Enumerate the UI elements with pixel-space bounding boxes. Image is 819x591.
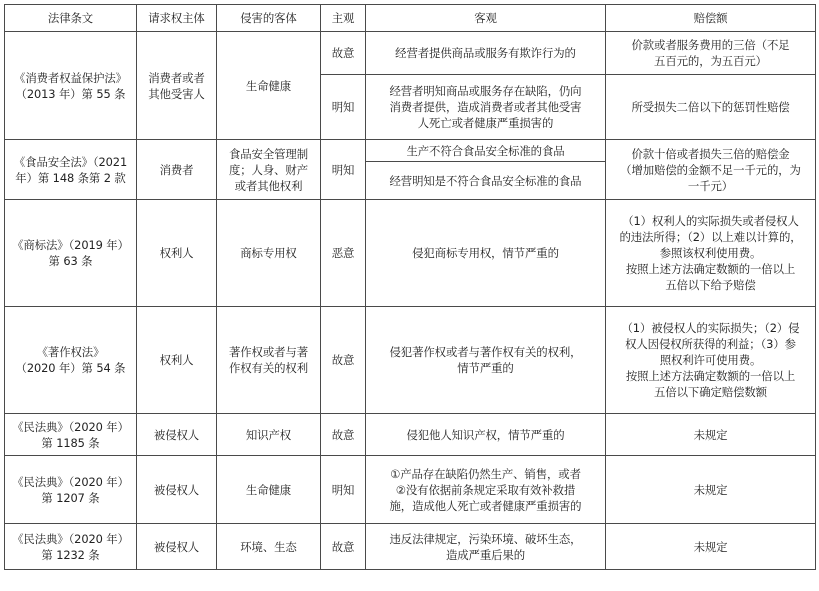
cell-line: 《著作权法》 xyxy=(36,345,105,359)
table-row xyxy=(5,307,816,414)
cell-line: 人死亡或者健康严重损害的 xyxy=(417,116,554,130)
cell-line: 著作权或者与著 xyxy=(228,345,309,359)
table-row xyxy=(5,414,816,456)
header-cell: 侵害的客体 xyxy=(217,5,321,32)
cell-line: 价款十倍或者损失三倍的赔偿金 xyxy=(631,146,790,161)
infringed-object-cell xyxy=(217,307,321,414)
cell-line: 的违法所得；（2）以上难以计算的， xyxy=(619,230,802,244)
cell-line: 《商标法》（2019 年） xyxy=(12,238,129,252)
cell-line: ①产品存在缺陷仍然生产、销售，或者 xyxy=(390,466,581,481)
fault-cell: 故意 xyxy=(321,307,366,414)
cell-line: 其他受害人 xyxy=(148,86,205,101)
cell-line: 按照上述方法确定数额的一倍以上 xyxy=(625,262,796,276)
cell-line: 参照该权利使用费。 xyxy=(659,246,762,260)
cell-line: （增加赔偿的金额不足一千元的，为 xyxy=(620,162,801,177)
cell-line: 食品安全管理制 xyxy=(228,146,309,161)
table-row xyxy=(5,200,816,307)
cell-line: （2013 年）第 55 条 xyxy=(15,86,126,101)
cell-line: 度；人身、财产 xyxy=(228,162,309,177)
cell-line: 照权利许可使用费。 xyxy=(659,353,762,367)
infringed-object-cell xyxy=(217,140,321,200)
cell-line: 施，造成他人死亡或者健康严重损害的 xyxy=(389,498,582,513)
objective-cell xyxy=(366,307,606,414)
infringed-object-cell: 环境、生态 xyxy=(217,524,321,570)
fault-cell: 故意 xyxy=(321,32,366,75)
cell-line: 侵犯著作权或者与著作权有关的权利， xyxy=(389,345,582,359)
fault-cell: 明知 xyxy=(321,75,366,140)
cell-line: 《民法典》（2020 年） xyxy=(12,531,129,546)
cell-line: 《民法典》（2020 年） xyxy=(12,419,129,434)
cell-line: 情节严重的 xyxy=(457,361,514,375)
cell-line: （2020 年）第 54 条 xyxy=(15,361,126,375)
compensation-cell xyxy=(606,307,816,414)
cell-line: 违反法律规定，污染环境、破坏生态， xyxy=(389,531,582,546)
cell-line: 作权有关的权利 xyxy=(228,361,309,375)
cell-line: 《食品安全法》（2021 xyxy=(13,154,128,169)
law-article-cell xyxy=(5,200,137,307)
objective-cell: 侵犯商标专用权，情节严重的 xyxy=(366,200,606,307)
table-header-row xyxy=(5,5,816,32)
fault-cell: 故意 xyxy=(321,524,366,570)
cell-line: 价款或者服务费用的三倍（不足 xyxy=(631,38,790,52)
objective-cell: 经营者提供商品或服务有欺诈行为的 xyxy=(366,32,606,75)
claimant-cell: 被侵权人 xyxy=(137,456,217,524)
compensation-cell xyxy=(606,200,816,307)
fault-cell: 明知 xyxy=(321,456,366,524)
table-row xyxy=(5,456,816,524)
objective-cell xyxy=(366,75,606,140)
cell-line: 第 1185 条 xyxy=(41,435,100,450)
header-cell: 请求权主体 xyxy=(137,5,217,32)
law-article-cell xyxy=(5,524,137,570)
objective-cell: 经营明知是不符合食品安全标准的食品 xyxy=(366,162,606,200)
claimant-cell: 被侵权人 xyxy=(137,524,217,570)
header-cell: 法律条文 xyxy=(5,5,137,32)
cell-line: 一千元） xyxy=(687,178,734,193)
objective-cell: 侵犯他人知识产权，情节严重的 xyxy=(366,414,606,456)
cell-line: 权人因侵权所获得的利益；（3）参 xyxy=(625,337,796,351)
law-article-cell xyxy=(5,140,137,200)
infringed-object-cell: 生命健康 xyxy=(217,32,321,140)
law-article-cell xyxy=(5,307,137,414)
cell-line: 年）第 148 条第 2 款 xyxy=(15,170,126,185)
fault-cell: 故意 xyxy=(321,414,366,456)
infringed-object-cell: 生命健康 xyxy=(217,456,321,524)
cell-line: 第 1207 条 xyxy=(41,490,100,505)
compensation-cell: 未规定 xyxy=(606,456,816,524)
cell-line: 五倍以下确定赔偿数额 xyxy=(654,385,767,399)
cell-line: 《民法典》（2020 年） xyxy=(12,474,129,489)
claimant-cell xyxy=(137,32,217,140)
law-article-cell xyxy=(5,456,137,524)
law-article-cell xyxy=(5,414,137,456)
header-cell: 赔偿额 xyxy=(606,5,816,32)
objective-cell xyxy=(366,524,606,570)
compensation-cell xyxy=(606,140,816,200)
infringed-object-cell: 商标专用权 xyxy=(217,200,321,307)
header-cell: 客观 xyxy=(366,5,606,32)
claimant-cell: 权利人 xyxy=(137,200,217,307)
cell-line: 第 63 条 xyxy=(48,254,93,268)
cell-line: 造成严重后果的 xyxy=(445,547,526,562)
objective-cell: 生产不符合食品安全标准的食品 xyxy=(366,140,606,162)
compensation-cell: 所受损失二倍以下的惩罚性赔偿 xyxy=(606,75,816,140)
cell-line: 五倍以下给予赔偿 xyxy=(665,278,756,292)
table-row xyxy=(5,32,816,75)
claimant-cell: 权利人 xyxy=(137,307,217,414)
compensation-cell xyxy=(606,32,816,75)
cell-line: 第 1232 条 xyxy=(41,547,100,562)
compensation-cell: 未规定 xyxy=(606,524,816,570)
claimant-cell: 被侵权人 xyxy=(137,414,217,456)
infringed-object-cell: 知识产权 xyxy=(217,414,321,456)
header-cell: 主观 xyxy=(321,5,366,32)
cell-line: 消费者或者 xyxy=(148,70,205,85)
cell-line: （1）被侵权人的实际损失；（2）侵 xyxy=(621,321,800,335)
cell-line: 或者其他权利 xyxy=(234,178,303,193)
table-row xyxy=(5,524,816,570)
law-article-cell xyxy=(5,32,137,140)
table-row xyxy=(5,140,816,162)
fault-cell: 恶意 xyxy=(321,200,366,307)
cell-line: 《消费者权益保护法》 xyxy=(14,70,127,85)
claimant-cell: 消费者 xyxy=(137,140,217,200)
compensation-cell: 未规定 xyxy=(606,414,816,456)
punitive-damages-table xyxy=(4,4,816,570)
cell-line: 五百元的，为五百元） xyxy=(654,54,767,68)
fault-cell: 明知 xyxy=(321,140,366,200)
cell-line: ②没有依据前条规定采取有效补救措 xyxy=(395,482,576,497)
cell-line: 经营者明知商品或服务存在缺陷，仍向 xyxy=(389,84,582,98)
objective-cell xyxy=(366,456,606,524)
cell-line: （1）权利人的实际损失或者侵权人 xyxy=(622,214,799,228)
cell-line: 消费者提供，造成消费者或者其他受害 xyxy=(389,100,582,114)
cell-line: 按照上述方法确定数额的一倍以上 xyxy=(625,369,796,383)
